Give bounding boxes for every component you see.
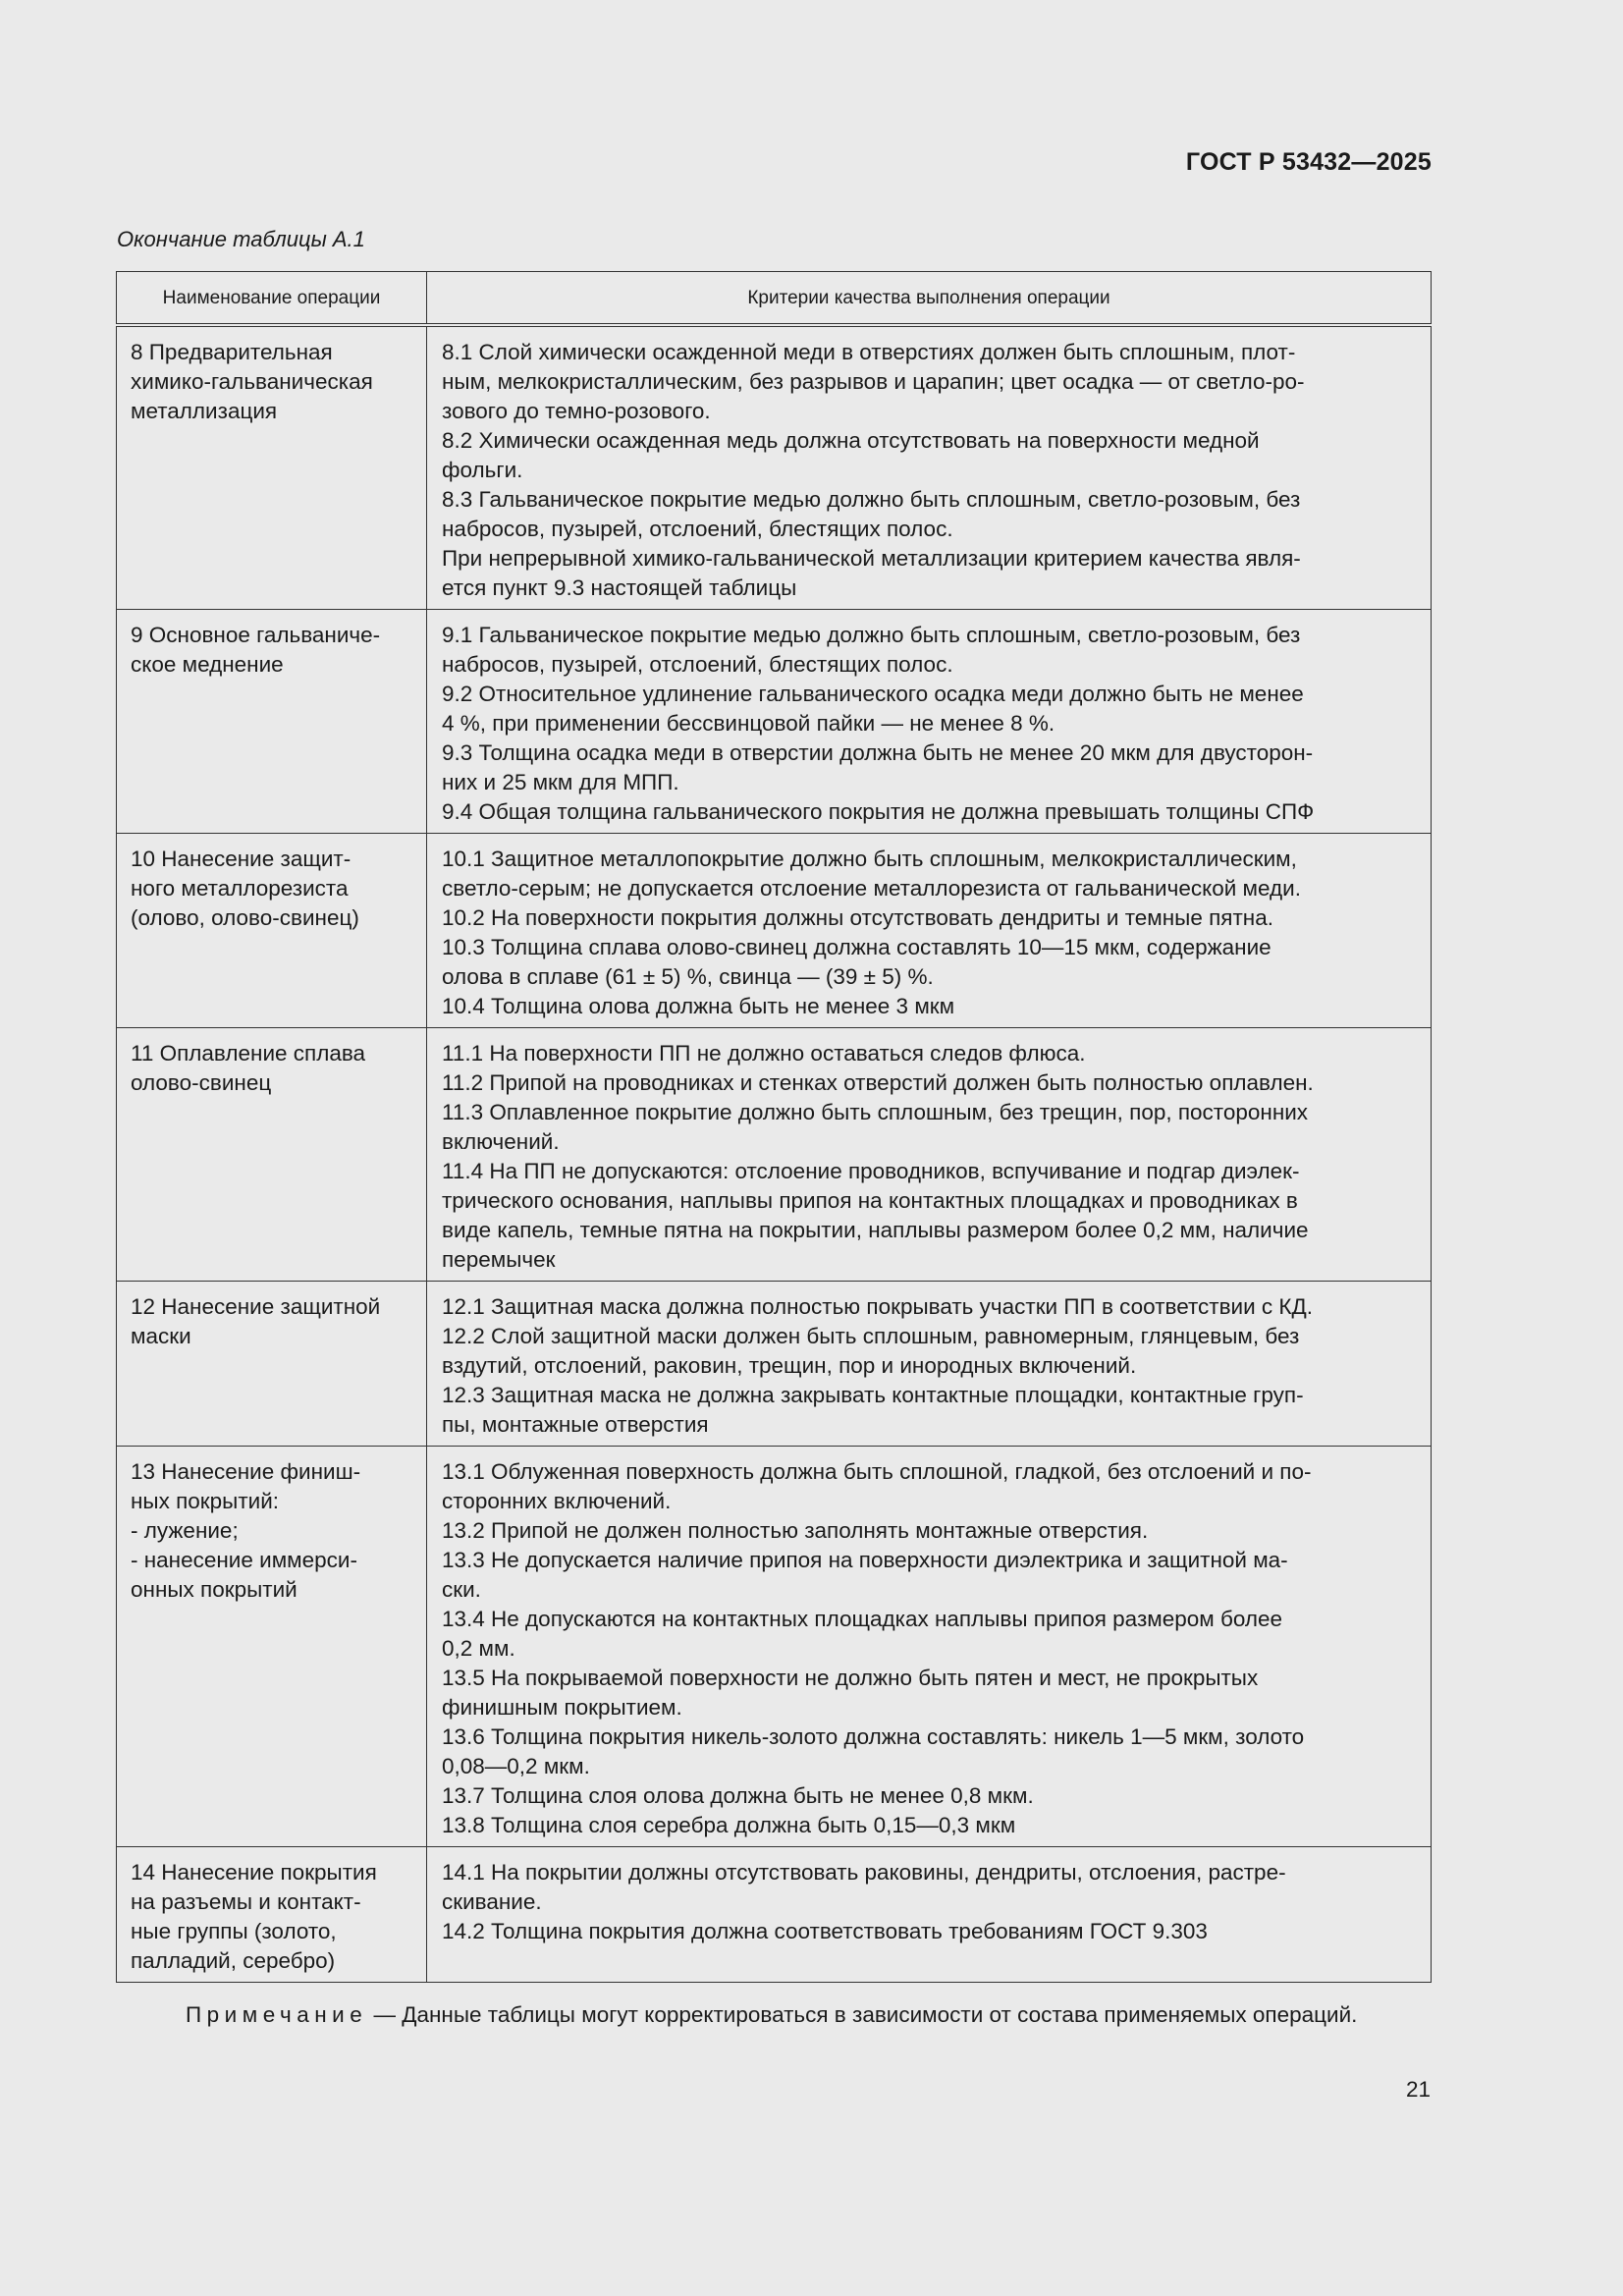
operation-line: палладий, серебро) bbox=[131, 1948, 336, 1973]
operation-line: на разъемы и контакт- bbox=[131, 1889, 361, 1914]
criteria-line: фольги. bbox=[442, 458, 523, 482]
criteria-line: 11.1 На поверхности ПП не должно оставаться следов флюса. bbox=[442, 1041, 1086, 1066]
criteria-line: 12.1 Защитная маска должна полностью покрывать участки ПП в соответствии с КД. bbox=[442, 1294, 1314, 1319]
table-header-row bbox=[117, 272, 1432, 326]
criteria-line: 13.8 Толщина слоя серебра должна быть 0,15—0,3 мкм bbox=[442, 1813, 1016, 1837]
criteria-line: 13.4 Не допускаются на контактных площадках наплывы припоя размером более bbox=[442, 1607, 1283, 1631]
criteria-line: 0,2 мм. bbox=[442, 1636, 515, 1661]
criteria-line: При непрерывной химико-гальванической металлизации критерием качества явля- bbox=[442, 546, 1301, 571]
criteria-line: 10.1 Защитное металлопокрытие должно быть сплошным, мелкокристаллическим, bbox=[442, 847, 1297, 871]
operation-line: 14 Нанесение покрытия bbox=[131, 1860, 377, 1885]
criteria-line: 11.3 Оплавленное покрытие должно быть сплошным, без трещин, пор, посторонних bbox=[442, 1100, 1309, 1124]
criteria-cell bbox=[427, 1282, 1432, 1447]
criteria-line: 9.2 Относительное удлинение гальванического осадка меди должно быть не менее bbox=[442, 682, 1304, 706]
criteria-line: скивание. bbox=[442, 1889, 542, 1914]
criteria-line: 8.1 Слой химически осажденной меди в отверстиях должен быть сплошным, плот- bbox=[442, 340, 1296, 364]
table-row bbox=[117, 1847, 1432, 1983]
criteria-line: сторонних включений. bbox=[442, 1489, 672, 1513]
criteria-cell bbox=[427, 325, 1432, 610]
criteria-line: финишным покрытием. bbox=[442, 1695, 682, 1720]
criteria-line: 9.3 Толщина осадка меди в отверстии должна быть не менее 20 мкм для двусторон- bbox=[442, 740, 1314, 765]
criteria-line: 13.6 Толщина покрытия никель-золото должна составлять: никель 1—5 мкм, золото bbox=[442, 1724, 1305, 1749]
criteria-line: 9.1 Гальваническое покрытие медью должно быть сплошным, светло-розовым, без bbox=[442, 623, 1301, 647]
criteria-line: 14.1 На покрытии должны отсутствовать раковины, дендриты, отслоения, растре- bbox=[442, 1860, 1286, 1885]
criteria-line: набросов, пузырей, отслоений, блестящих полос. bbox=[442, 517, 953, 541]
operation-line: ных покрытий: bbox=[131, 1489, 280, 1513]
operation-line: онных покрытий bbox=[131, 1577, 298, 1602]
criteria-line: них и 25 мкм для МПП. bbox=[442, 770, 679, 794]
criteria-line: 10.2 На поверхности покрытия должны отсутствовать дендриты и темные пятна. bbox=[442, 905, 1273, 930]
operation-line: 11 Оплавление сплава bbox=[131, 1041, 366, 1066]
criteria-line: 10.4 Толщина олова должна быть не менее 3 мкм bbox=[442, 994, 955, 1018]
criteria-line: 13.5 На покрываемой поверхности не должно быть пятен и мест, не прокрытых bbox=[442, 1666, 1259, 1690]
operation-line: ское меднение bbox=[131, 652, 284, 677]
criteria-line: трического основания, наплывы припоя на контактных площадках и проводниках в bbox=[442, 1188, 1298, 1213]
criteria-line: 0,08—0,2 мкм. bbox=[442, 1754, 590, 1778]
table-row bbox=[117, 834, 1432, 1028]
criteria-line: 13.7 Толщина слоя олова должна быть не менее 0,8 мкм. bbox=[442, 1783, 1034, 1808]
criteria-line: виде капель, темные пятна на покрытии, наплывы размером более 0,2 мм, наличие bbox=[442, 1218, 1309, 1242]
operation-cell bbox=[117, 1282, 427, 1447]
criteria-cell bbox=[427, 1847, 1432, 1983]
note-text: — Данные таблицы могут корректироваться в зависимости от состава применяемых операций. bbox=[367, 2002, 1358, 2027]
criteria-line: 9.4 Общая толщина гальванического покрытия не должна превышать толщины СПФ bbox=[442, 799, 1315, 824]
criteria-line: 14.2 Толщина покрытия должна соответствовать требованиям ГОСТ 9.303 bbox=[442, 1919, 1208, 1943]
criteria-line: набросов, пузырей, отслоений, блестящих полос. bbox=[442, 652, 953, 677]
operation-line: олово-свинец bbox=[131, 1070, 272, 1095]
criteria-line: 8.2 Химически осажденная медь должна отсутствовать на поверхности медной bbox=[442, 428, 1260, 453]
operation-line: 9 Основное гальваниче- bbox=[131, 623, 381, 647]
criteria-cell bbox=[427, 1028, 1432, 1282]
criteria-line: 10.3 Толщина сплава олово-свинец должна составлять 10—15 мкм, содержание bbox=[442, 935, 1271, 959]
criteria-line: пы, монтажные отверстия bbox=[442, 1412, 709, 1437]
operation-cell bbox=[117, 834, 427, 1028]
criteria-line: ется пункт 9.3 настоящей таблицы bbox=[442, 575, 797, 600]
table-row bbox=[117, 1028, 1432, 1282]
table-row bbox=[117, 610, 1432, 834]
table-row bbox=[117, 325, 1432, 610]
operation-line: ные группы (золото, bbox=[131, 1919, 337, 1943]
table-row bbox=[117, 1447, 1432, 1847]
operation-line: 13 Нанесение финиш- bbox=[131, 1459, 361, 1484]
criteria-line: 12.3 Защитная маска не должна закрывать контактные площадки, контактные груп- bbox=[442, 1383, 1304, 1407]
note-label: Примечание bbox=[186, 2002, 368, 2027]
operation-cell bbox=[117, 1028, 427, 1282]
operation-line: ного металлорезиста bbox=[131, 876, 349, 901]
column-header-operation: Наименование операции bbox=[117, 272, 427, 326]
criteria-line: ным, мелкокристаллическим, без разрывов и царапин; цвет осадка — от светло-ро- bbox=[442, 369, 1305, 394]
operation-cell bbox=[117, 325, 427, 610]
operation-line: (олово, олово-свинец) bbox=[131, 905, 359, 930]
criteria-cell bbox=[427, 834, 1432, 1028]
page-number: 21 bbox=[1405, 2077, 1431, 2102]
operation-cell bbox=[117, 1847, 427, 1983]
criteria-line: перемычек bbox=[442, 1247, 556, 1272]
operation-line: - нанесение иммерси- bbox=[131, 1548, 357, 1572]
operation-line: химико-гальваническая bbox=[131, 369, 373, 394]
column-header-criteria: Критерии качества выполнения операции bbox=[427, 272, 1432, 326]
operation-line: 8 Предварительная bbox=[131, 340, 333, 364]
table-caption: Окончание таблицы А.1 bbox=[117, 227, 365, 251]
operation-cell bbox=[117, 610, 427, 834]
criteria-line: 12.2 Слой защитной маски должен быть сплошным, равномерным, глянцевым, без bbox=[442, 1324, 1300, 1348]
criteria-cell bbox=[427, 1447, 1432, 1847]
criteria-line: 4 %, при применении бессвинцовой пайки — не менее 8 %. bbox=[442, 711, 1055, 736]
criteria-line: 8.3 Гальваническое покрытие медью должно быть сплошным, светло-розовым, без bbox=[442, 487, 1301, 512]
criteria-line: 11.4 На ПП не допускаются: отслоение проводников, вспучивание и подгар диэлек- bbox=[442, 1159, 1300, 1183]
criteria-line: 13.1 Облуженная поверхность должна быть сплошной, гладкой, без отслоений и по- bbox=[442, 1459, 1312, 1484]
table-row bbox=[117, 1282, 1432, 1447]
operation-line: - лужение; bbox=[131, 1518, 239, 1543]
criteria-table bbox=[116, 271, 1432, 1983]
criteria-line: светло-серым; не допускается отслоение металлорезиста от гальванической меди. bbox=[442, 876, 1301, 901]
criteria-line: 13.3 Не допускается наличие припоя на поверхности диэлектрика и защитной ма- bbox=[442, 1548, 1288, 1572]
criteria-line: включений. bbox=[442, 1129, 560, 1154]
operation-line: 12 Нанесение защитной bbox=[131, 1294, 381, 1319]
criteria-line: ски. bbox=[442, 1577, 481, 1602]
criteria-line: вздутий, отслоений, раковин, трещин, пор и инородных включений. bbox=[442, 1353, 1137, 1378]
operation-line: маски bbox=[131, 1324, 191, 1348]
criteria-line: олова в сплаве (61 ± 5) %, свинца — (39 ± 5) %. bbox=[442, 964, 934, 989]
operation-line: 10 Нанесение защит- bbox=[131, 847, 352, 871]
criteria-line: 11.2 Припой на проводниках и стенках отверстий должен быть полностью оплавлен. bbox=[442, 1070, 1314, 1095]
criteria-cell bbox=[427, 610, 1432, 834]
table-note bbox=[117, 1999, 1432, 2030]
operation-line: металлизация bbox=[131, 399, 278, 423]
operation-cell bbox=[117, 1447, 427, 1847]
criteria-line: 13.2 Припой не должен полностью заполнять монтажные отверстия. bbox=[442, 1518, 1149, 1543]
criteria-line: зового до темно-розового. bbox=[442, 399, 711, 423]
standard-code: ГОСТ Р 53432—2025 bbox=[1185, 148, 1432, 176]
